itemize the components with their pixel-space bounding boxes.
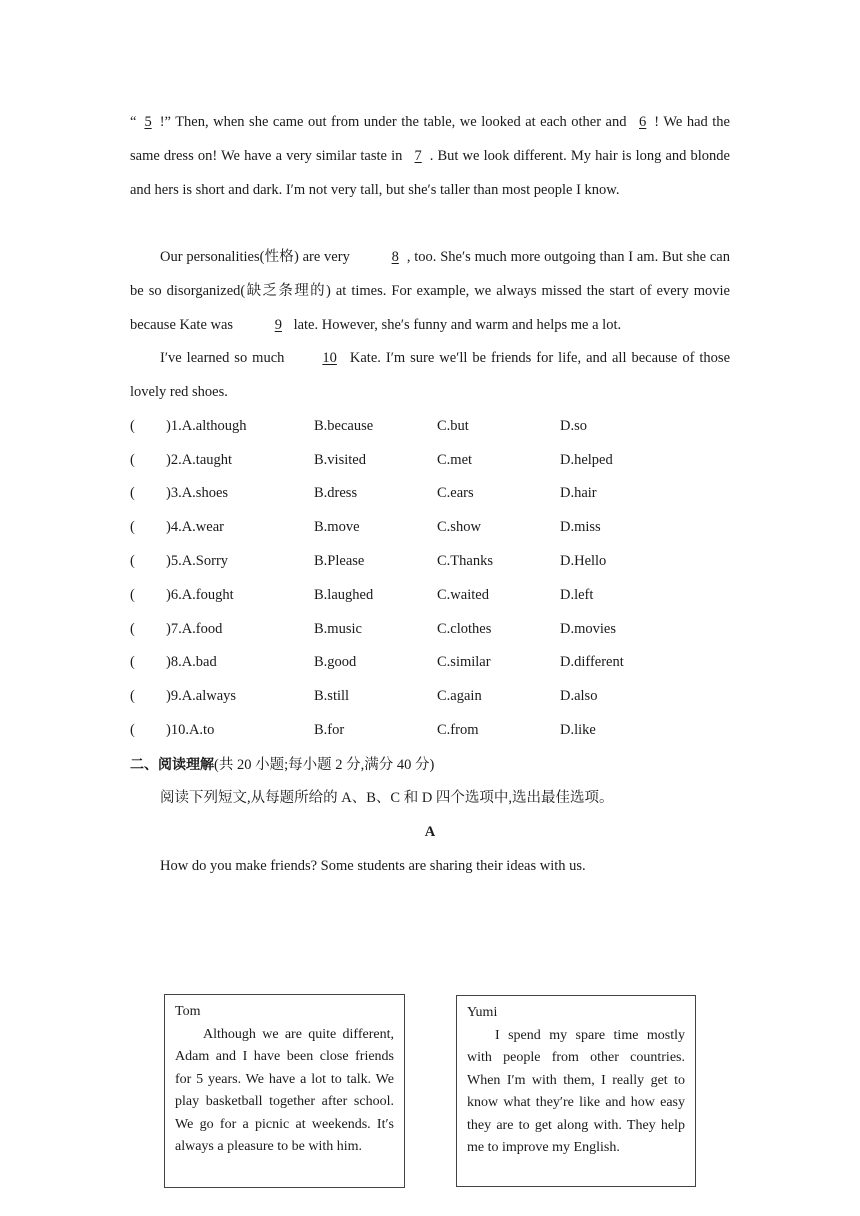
passage-text: , too. She′s much more outgoing than I am. But she can be so disorganized(缺乏条理的) at times. For example, we always missed the start of every movie because Kate was <box>130 249 730 333</box>
answer-paren[interactable]: ( <box>130 485 135 501</box>
option-b: B.move <box>314 519 360 535</box>
option-a: )1.A.although <box>166 418 247 434</box>
answer-paren[interactable]: ( <box>130 621 135 637</box>
passage-text: Our personalities(性格) are very <box>160 249 354 265</box>
option-c: C.from <box>437 722 479 738</box>
option-b: B.dress <box>314 485 358 501</box>
option-d: D.Hello <box>560 553 607 569</box>
question-row-9 <box>130 679 730 713</box>
option-b: B.laughed <box>314 587 374 603</box>
passage-text: late. However, she′s funny and warm and helps me a lot. <box>289 317 622 333</box>
passage-text: . But we look different. My hair is long and blonde and hers is short and dark. I′m not very tall, but she′s taller than most people I know. <box>130 148 730 198</box>
option-c: C.met <box>437 452 473 468</box>
option-b: B.visited <box>314 452 366 468</box>
passage-text: I′ve learned so much <box>160 350 285 366</box>
question-row-1 <box>130 409 730 443</box>
answer-paren[interactable]: ( <box>130 688 135 704</box>
option-d: D.hair <box>560 485 597 501</box>
option-d: D.so <box>560 418 587 434</box>
option-a: )2.A.taught <box>166 452 233 468</box>
option-a: )8.A.bad <box>166 654 217 670</box>
answer-paren[interactable]: ( <box>130 722 135 738</box>
option-b: B.Please <box>314 553 365 569</box>
section-heading <box>130 750 434 780</box>
option-a: )6.A.fought <box>166 587 234 603</box>
answer-paren[interactable]: ( <box>130 452 135 468</box>
answer-paren[interactable]: ( <box>130 418 135 434</box>
box-text: I spend my spare time mostly with people from other countries. When I′m with them, I really get to know what they′re like and how easy they are to get along with. They help me to improve my English. <box>467 1027 685 1155</box>
section-title: 二、阅读理解 <box>130 757 214 773</box>
passage-paragraph-2 <box>130 240 730 342</box>
passage-text: !” Then, when she came out from under the table, we looked at each other and <box>159 114 632 130</box>
blank-5: 5 <box>144 114 152 130</box>
option-c: C.Thanks <box>437 553 493 569</box>
passage-text: ! We had the same dress on! We have a very similar taste in <box>130 114 730 164</box>
option-a: )7.A.food <box>166 621 223 637</box>
passage-text: Kate. I′m sure we′ll be friends for life, and all because of those lovely red shoes. <box>130 350 731 400</box>
passage-paragraph-1 <box>130 105 730 207</box>
question-row-2 <box>130 443 730 477</box>
option-a: )10.A.to <box>166 722 215 738</box>
option-a: )9.A.always <box>166 688 237 704</box>
option-d: D.left <box>560 587 594 603</box>
option-d: D.different <box>560 654 624 670</box>
option-c: C.similar <box>437 654 491 670</box>
option-d: D.helped <box>560 452 613 468</box>
option-c: C.show <box>437 519 481 535</box>
section-instruction: 阅读下列短文,从每题所给的 A、B、C 和 D 四个选项中,选出最佳选项。 <box>160 790 614 806</box>
option-c: C.but <box>437 418 469 434</box>
option-b: B.still <box>314 688 350 704</box>
blank-6: 6 <box>639 114 647 130</box>
box-name: Tom <box>175 1004 201 1019</box>
option-c: C.waited <box>437 587 489 603</box>
option-a: )4.A.wear <box>166 519 224 535</box>
option-b: B.because <box>314 418 374 434</box>
option-d: D.like <box>560 722 596 738</box>
passage-paragraph-3 <box>130 341 730 409</box>
option-c: C.ears <box>437 485 474 501</box>
option-d: D.miss <box>560 519 601 535</box>
tom-text-box <box>164 994 405 1188</box>
answer-paren[interactable]: ( <box>130 587 135 603</box>
answer-paren[interactable]: ( <box>130 519 135 535</box>
question-row-6 <box>130 578 730 612</box>
option-d: D.movies <box>560 621 616 637</box>
option-b: B.music <box>314 621 362 637</box>
yumi-text-box <box>456 995 696 1187</box>
option-b: B.for <box>314 722 345 738</box>
blank-8: 8 <box>391 249 399 265</box>
option-c: C.clothes <box>437 621 492 637</box>
question-row-7 <box>130 612 730 646</box>
option-a: )3.A.shoes <box>166 485 229 501</box>
option-a: )5.A.Sorry <box>166 553 229 569</box>
answer-paren[interactable]: ( <box>130 553 135 569</box>
question-row-8 <box>130 645 730 679</box>
part-label: A <box>424 824 436 840</box>
blank-10: 10 <box>322 350 337 366</box>
option-b: B.good <box>314 654 357 670</box>
reading-intro: How do you make friends? Some students are sharing their ideas with us. <box>160 858 586 874</box>
box-name: Yumi <box>467 1005 498 1020</box>
open-quote: “ <box>130 114 137 130</box>
box-text: Although we are quite different, Adam and I have been close friends for 5 years. We have a lot to talk. We play basketball together after school. We go for a picnic at weekends. It′s always a pleasure to be with him. <box>175 1026 394 1154</box>
question-row-4 <box>130 510 730 544</box>
option-c: C.again <box>437 688 482 704</box>
blank-7: 7 <box>414 148 422 164</box>
question-row-10 <box>130 713 730 747</box>
section-note: (共 20 小题;每小题 2 分,满分 40 分) <box>214 757 435 773</box>
question-row-5 <box>130 544 730 578</box>
option-d: D.also <box>560 688 598 704</box>
question-row-3 <box>130 476 730 510</box>
blank-9: 9 <box>274 317 282 333</box>
answer-paren[interactable]: ( <box>130 654 135 670</box>
